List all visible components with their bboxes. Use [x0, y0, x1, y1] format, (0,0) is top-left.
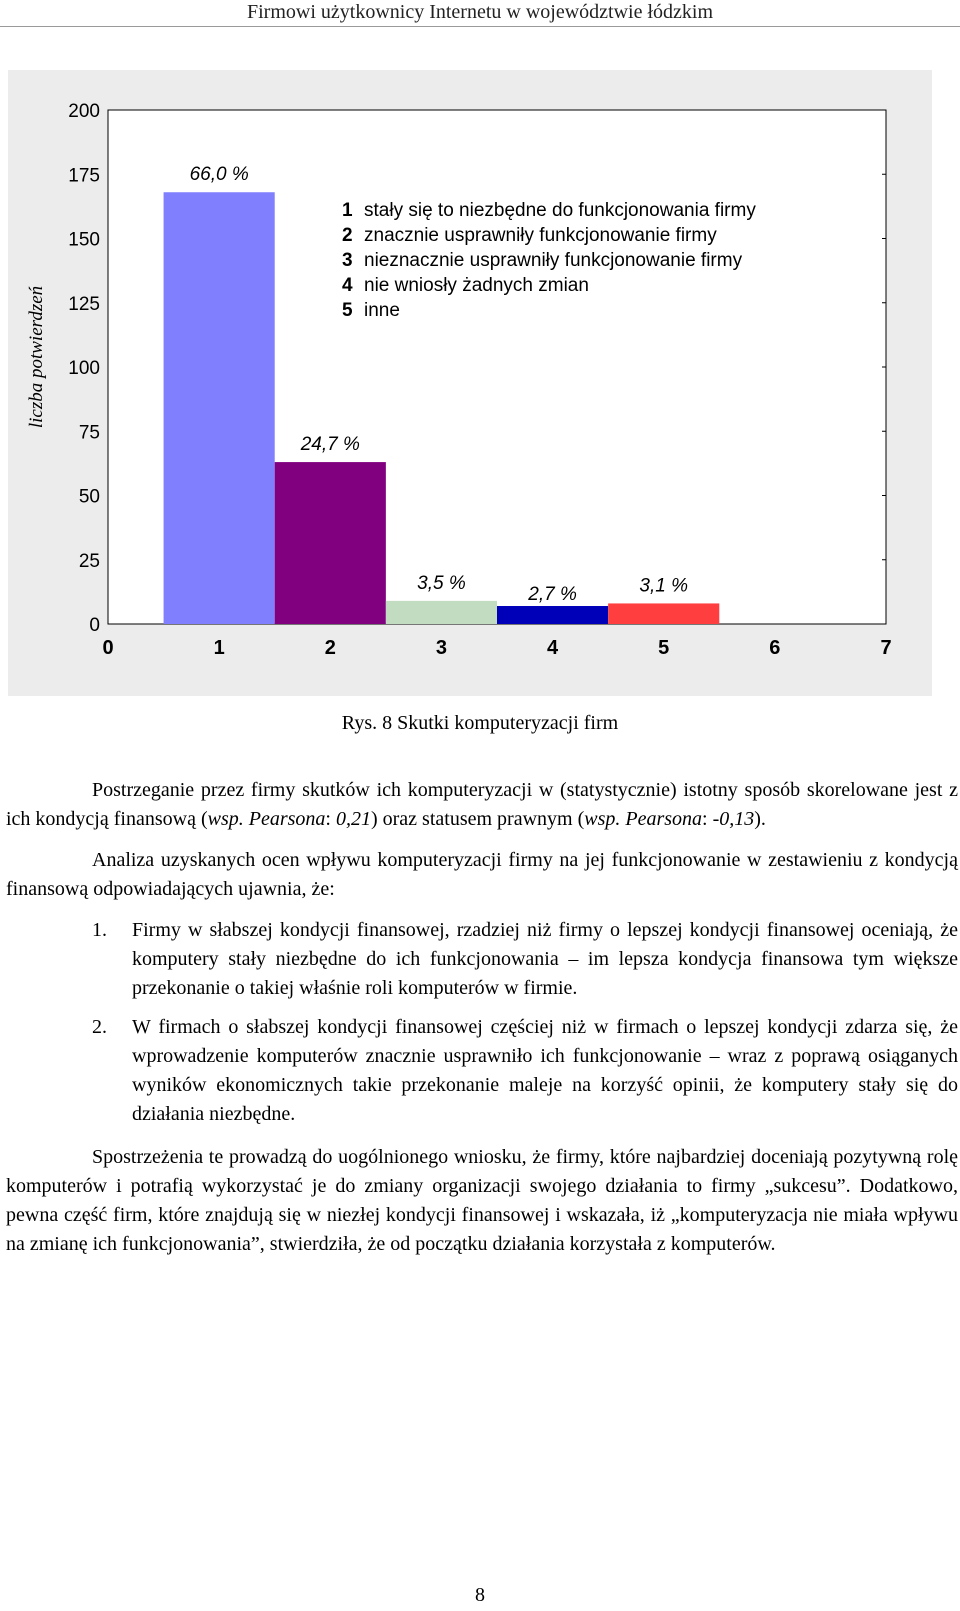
x-tick-label: 6	[769, 637, 781, 659]
p1-text-c: ).	[754, 808, 766, 830]
x-tick-label: 2	[324, 637, 336, 659]
legend-item-number: 1	[342, 200, 353, 221]
bar	[164, 192, 275, 624]
paragraph-conclusion: Spostrzeżenia te prowadzą do uogólnionego wniosku, że firmy, które najbardziej doceniają pozytywną rolę komputerów i potrafią wykorzystać je do zmiany organizacji swojego działania to firmy „sukcesu”. Dodatkowo, pewna część firm, które znajdują się w niezłej kondycji finansowej i wskazała, iż „komputeryzacja nie miała wpływu na zmianę ich funkcjonowania”, stwierdziła, że od początku działania korzystała z komputerów.	[6, 1146, 958, 1255]
bar	[275, 462, 386, 624]
p1-coef-value-1: 0,21	[335, 808, 371, 830]
bar	[497, 606, 608, 624]
y-tick-label: 175	[68, 165, 100, 187]
y-tick-label: 200	[68, 101, 100, 122]
x-tick-label: 7	[880, 637, 892, 659]
x-tick-label: 5	[658, 637, 670, 659]
bar	[386, 601, 497, 624]
y-tick-label: 150	[68, 229, 100, 251]
figure-caption: Rys. 8 Skutki komputeryzacji firm	[341, 712, 619, 734]
bar-value-label: 24,7 %	[300, 434, 360, 456]
bar-value-label: 66,0 %	[189, 164, 249, 186]
paragraph-correlation	[6, 776, 958, 834]
y-axis-label: liczba potwierdzeń	[26, 285, 47, 429]
legend-item-text: nie wniosły żadnych zmian	[364, 275, 589, 296]
p1-coef-name-1: wsp. Pearsona	[207, 808, 326, 830]
p1-colon-1: :	[325, 808, 336, 830]
x-tick-label: 4	[547, 637, 559, 659]
bar	[608, 603, 719, 624]
running-header-title: Firmowi użytkownicy Internetu w województwie łódzkim	[246, 1, 713, 23]
bar-value-label: 3,1 %	[639, 575, 689, 597]
y-tick-label: 25	[78, 550, 100, 572]
list-item-text: W firmach o słabszej kondycji finansowej częściej niż w firmach o lepszej kondycji zdarza się, że wprowadzenie komputerów znacznie usprawniło ich funkcjonowanie – wraz z poprawą osiąganych wyników ekonomicznych takie przekonanie maleje na korzyść opinii, że komputery stały się do działania niezbędne.	[132, 1016, 958, 1125]
list-item-text: Firmy w słabszej kondycji finansowej, rzadziej niż firmy o lepszej kondycji finansowej oceniają, że komputery stały niezbędne do ich funkcjonowania – im lepsza kondycja finansowa tym większe przekonanie o takiej właśnie roli komputerów w firmie.	[132, 919, 958, 999]
bar-chart	[8, 70, 932, 696]
y-tick-label: 125	[68, 293, 100, 315]
body-text	[6, 776, 958, 1271]
paragraph-analysis: Analiza uzyskanych ocen wpływu komputeryzacji firmy na jej funkcjonowanie w zestawieniu z kondycją finansową odpowiadających ujawnia, że:	[6, 849, 958, 900]
legend-item-text: nieznacznie usprawniły funkcjonowanie firmy	[364, 250, 743, 271]
findings-list	[6, 916, 958, 1129]
p1-coef-value-2: -0,13	[712, 808, 755, 830]
page-number: 8	[475, 1584, 485, 1606]
legend-item-number: 3	[342, 250, 353, 271]
x-tick-label: 3	[435, 637, 447, 659]
y-tick-label: 50	[78, 486, 100, 508]
bar-value-label: 3,5 %	[417, 572, 466, 594]
list-item	[6, 1013, 958, 1129]
legend-item-text: stały się to niezbędne do funkcjonowania firmy	[364, 200, 756, 221]
y-tick-label: 100	[68, 358, 100, 379]
running-header	[0, 0, 960, 27]
legend-item-number: 4	[342, 275, 353, 296]
list-item-number: 1.	[92, 919, 107, 941]
bar-value-label: 2,7 %	[528, 584, 577, 606]
legend-item-number: 5	[342, 300, 353, 321]
legend-item-text: inne	[364, 300, 400, 321]
y-tick-label: 0	[89, 615, 100, 636]
p1-text-a: Postrzeganie przez firmy skutków ich komputeryzacji w (statystycznie) istotny sposób skorelowane jest z ich kondycją finansową (	[6, 779, 958, 830]
y-tick-label: 75	[78, 422, 100, 444]
bar-chart-figure	[8, 70, 932, 696]
legend-item-text: znacznie usprawniły funkcjonowanie firmy	[364, 225, 717, 246]
x-tick-label: 0	[102, 637, 114, 659]
x-tick-label: 1	[213, 637, 225, 659]
p1-coef-name-2: wsp. Pearsona	[584, 808, 703, 830]
list-item-number: 2.	[92, 1016, 107, 1038]
legend-item-number: 2	[342, 225, 353, 246]
p1-text-b: ) oraz statusem prawnym (	[370, 808, 585, 830]
list-item	[6, 916, 958, 1003]
p1-colon-2: :	[702, 808, 713, 830]
